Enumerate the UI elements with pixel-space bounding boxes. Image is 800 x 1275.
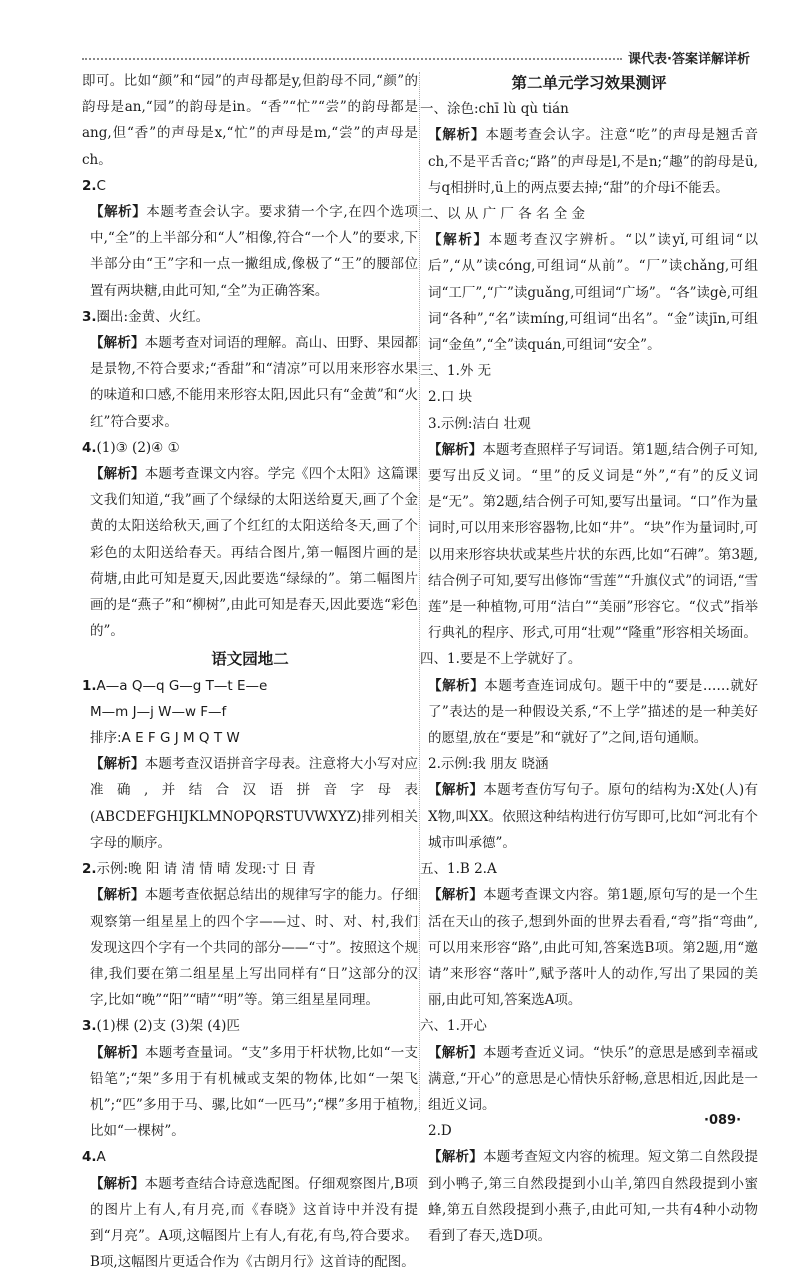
answer-item: 4.(1)③ (2)④ ① — [82, 439, 180, 456]
page-number: ·089· — [704, 1113, 742, 1128]
section-title: 第二单元学习效果测评 — [511, 73, 667, 92]
section-title: 语文园地二 — [211, 649, 289, 669]
explanation: 【解析】本题考查课文内容。学完《四个太阳》这篇课文我们知道,“我”画了个绿绿的太阳送给夏天,画了个金黄的太阳送给秋天,画了个红红的太阳送给冬天,画了个彩色的太阳送给春天。再结合图片,第一幅图片画的是荷塘,由此可知是夏天,因此要选“绿绿的”。第二幅图片画的是“燕子”和“柳树”,由此可知是春天,因此要选“彩色的”。 — [90, 466, 419, 640]
explanation: 【解析】本题考查短文内容的梳理。短文第二自然段提到小鸭子,第三自然段提到小山羊,第四自然段提到小蜜蜂,第五自然段提到小燕子,由此可知,一共有4种小动物看到了春天,选D项。 — [428, 1149, 759, 1244]
explanation: 【解析】本题考查课文内容。第1题,原句写的是一个生活在天山的孩子,想到外面的世界去看看,“弯”指“弯曲”,可以用来形容“路”,由此可知,答案选B项。第2题,用“邀请”来形容“落叶”,赋予落叶人的动作,写出了果园的美丽,由此可知,答案选A项。 — [428, 887, 758, 1009]
explanation: 【解析】本题考查仿写句子。原句的结构为:X处(人)有X物,叫XX。依照这种结构进行仿写即可,比如“河北有个城市叫承德”。 — [428, 782, 758, 851]
explanation: 【解析】本题考查对词语的理解。高山、田野、果园都是景物,不符合要求;“香甜”和“清凉”可以用来形容水果的味道和口感,不能用来形容太阳,因此只有“金黄”和“火红”符合要求。 — [90, 335, 419, 430]
answer-item: 4.A — [82, 1149, 106, 1166]
explanation: 【解析】本题考查连词成句。题干中的“要是……就好了”表达的是一种假设关系,“不上学”描述的是一种美好的愿望,放在“要是”和“就好了”之间,语句通顺。 — [428, 677, 759, 747]
answer-line: 排序:A E F G J M Q T W — [90, 730, 240, 747]
left-column — [82, 68, 418, 1275]
answer-item: 3.(1)棵 (2)支 (3)架 (4)匹 — [82, 1018, 240, 1035]
running-header: 课代表·答案详解详析 — [628, 52, 750, 67]
explanation: 【解析】本题考查照样子写词语。第1题,结合例子可知,要写出反义词。“里”的反义词是“外”,“有”的反义词是“无”。第2题,结合例子可知,要写出量词。“口”作为量词时,可以用来形容器物,比如“井”。“块”作为量词时,可以用来形容块状或某些片状的东西,比如“石碑”。第3题,结合例子可知,要写出修饰“雪莲”“升旗仪式”的词语,“雪莲”是一种植物,可用“洁白”“美丽”形容它。“仪式”指举行典礼的程序、形式,可用“壮观”“隆重”形容相关场面。 — [428, 441, 759, 642]
explanation: 【解析】本题考查依据总结出的规律写字的能力。仔细观察第一组星星上的四个字——过、时、对、村,我们发现这四个字有一个共同的部分——“寸”。按照这个规律,我们要在第二组星星上写出同样有“日”这部分的汉字,比如“晚”“阳”“晴”“明”等。第三组星星同理。 — [90, 887, 419, 1009]
answer-line: 3.示例:洁白 壮观 — [428, 415, 531, 432]
answer-item: 一、涂色:chī lù qù tián — [420, 101, 569, 118]
answer-item: 2.C — [82, 177, 106, 194]
answer-item: 四、1.要是不上学就好了。 — [420, 651, 582, 668]
explanation: 【解析】本题考查汉字辨析。“以”读yǐ,可组词“以后”,“从”读cóng,可组词“从前”。“厂”读chǎng,可组词“工厂”,“广”读guǎng,可组词“广场”。“各”读gè,可组词“各种”,“名”读míng,可组词“出名”。“金”读jīn,可组词“金鱼”,“全”读quán,可组词“安全”。 — [428, 232, 758, 354]
explanation: 【解析】本题考查会认字。注意“吃”的声母是翘舌音ch,不是平舌音c;“路”的声母是l,不是n;“趣”的韵母是ü,与q相拼时,ü上的两点要去掉;“甜”的介母i不能丢。 — [428, 127, 758, 196]
answer-item: 3.圈出:金黄、火红。 — [82, 308, 210, 325]
explanation: 【解析】本题考查结合诗意选配图。仔细观察图片,B项的图片上有人,有月亮,而《春晓》这首诗中并没有提到“月亮”。A项,这幅图片上有人,有花,有鸟,符合要求。B项,这幅图片更适合作为《古朗月行》这首诗的配图。 — [90, 1175, 419, 1271]
answer-line: 2.口 块 — [428, 389, 473, 406]
header-dotted-rule — [82, 58, 622, 60]
answer-item: 五、1.B 2.A — [420, 861, 497, 878]
explanation: 【解析】本题考查近义词。“快乐”的意思是感到幸福或满意,“开心”的意思是心情快乐舒畅,意思相近,因此是一组近义词。 — [428, 1044, 758, 1113]
answer-line: 2.示例:我 朋友 晓涵 — [428, 756, 549, 773]
answer-item: 2.示例:晚 阳 请 清 情 晴 发现:寸 日 青 — [82, 861, 316, 878]
explanation: 【解析】本题考查量词。“支”多用于杆状物,比如“一支铅笔”;“架”多用于有机械或支架的物体,比如“一架飞机”;“匹”多用于马、骡,比如“一匹马”;“棵”多用于植物,比如“一棵树”。 — [90, 1044, 419, 1140]
answer-item: 三、1.外 无 — [420, 363, 492, 380]
answer-item: 1.A—a Q—q G—g T—t E—e — [82, 677, 268, 694]
answer-item: 六、1.开心 — [420, 1018, 487, 1035]
answer-line: 2.D — [428, 1123, 452, 1140]
answer-line: M—m J—j W—w F—f — [90, 703, 227, 720]
right-column — [420, 68, 758, 1249]
explanation: 【解析】本题考查会认字。要求猜一个字,在四个选项中,“全”的上半部分和“人”相像,符合“一个人”的要求,下半部分由“王”字和一点一撇组成,像极了“王”的腰部位置有两块糖,由此可知,“全”为正确答案。 — [90, 204, 418, 299]
explanation: 【解析】本题考查汉语拼音字母表。注意将大小写对应准确,并结合汉语拼音字母表(ABCDEFGHIJKLMNOPQRSTUVWXYZ)排列相关字母的顺序。 — [90, 756, 419, 851]
answer-item: 二、以 从 广 厂 各 名 全 金 — [420, 206, 586, 223]
continued-explanation: 即可。比如“颜”和“园”的声母都是y,但韵母不同,“颜”的韵母是an,“园”的韵母是in。“香”“忙”“尝”的韵母都是ang,但“香”的声母是x,“忙”的声母是m,“尝”的声母是ch。 — [82, 73, 418, 168]
